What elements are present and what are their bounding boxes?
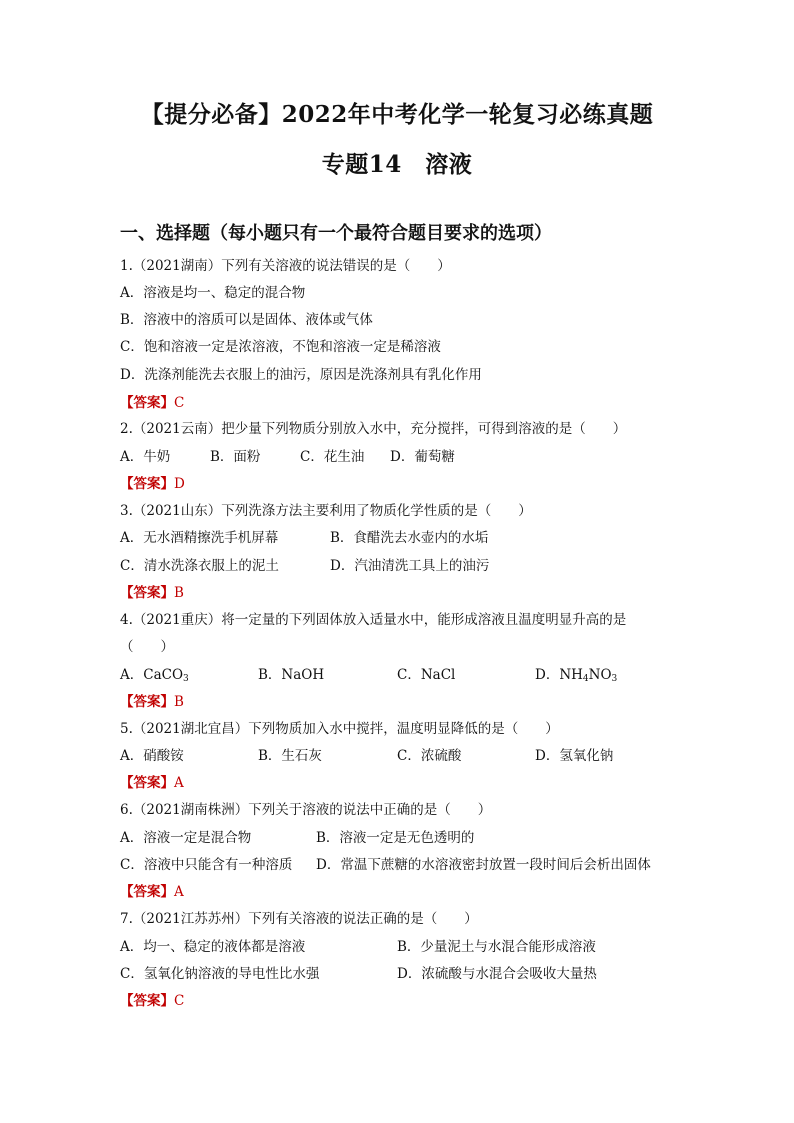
question-option (120, 666, 189, 688)
question-stem: 5.（2021湖北宜昌）下列物质加入水中搅拌，温度明显降低的是（ ） (120, 721, 559, 737)
question-option: D．洗涤剂能洗去衣服上的油污，原因是洗涤剂具有乳化作用 (120, 367, 482, 383)
question-stem-continued: （ ） (120, 639, 174, 655)
answer-line (120, 394, 184, 412)
question-option: D．汽油清洗工具上的油污 (330, 558, 490, 574)
answer-label: 【答案】 (120, 884, 174, 900)
answer-value: B (174, 585, 184, 601)
answer-line (120, 774, 184, 792)
question-option: B．溶液一定是无色透明的 (316, 830, 475, 846)
question-option: B．少量泥土与水混合能形成溶液 (397, 939, 596, 955)
question-option: C．氢氧化钠溶液的导电性比水强 (120, 966, 320, 982)
question-option: B．面粉 (210, 449, 261, 465)
question-option: D．氢氧化钠 (535, 748, 614, 764)
question-option: C．溶液中只能含有一种溶质 (120, 857, 293, 873)
answer-label: 【答案】 (120, 993, 174, 1009)
answer-line (120, 992, 184, 1010)
question-option: A．牛奶 (120, 449, 171, 465)
answer-value: B (174, 694, 184, 710)
question-option: C．浓硫酸 (397, 748, 462, 764)
question-option: D．葡萄糖 (390, 449, 455, 465)
question-option: B．生石灰 (258, 748, 322, 764)
answer-line (120, 475, 185, 493)
question-option: A．溶液是均一、稳定的混合物 (120, 285, 306, 301)
subscript: 3 (183, 674, 189, 684)
answer-value: A (174, 775, 184, 791)
subscript: 3 (611, 674, 618, 684)
answer-value: D (174, 476, 185, 492)
answer-line (120, 693, 184, 711)
question-option: B．NaOH (258, 667, 325, 683)
option-text: A．CaCO (120, 667, 184, 683)
option-text: NO (588, 667, 612, 683)
question-option: A．无水酒精擦洗手机屏幕 (120, 530, 279, 546)
question-stem: 1.（2021湖南）下列有关溶液的说法错误的是（ ） (120, 258, 451, 274)
answer-label: 【答案】 (120, 476, 174, 492)
question-option: C．清水洗涤衣服上的泥土 (120, 558, 279, 574)
question-stem: 7.（2021江苏苏州）下列有关溶液的说法正确的是（ ） (120, 911, 478, 927)
answer-value: C (174, 993, 185, 1009)
question-stem: 3.（2021山东）下列洗涤方法主要利用了物质化学性质的是（ ） (120, 503, 532, 519)
question-option: C．饱和溶液一定是浓溶液，不饱和溶液一定是稀溶液 (120, 339, 441, 355)
question-stem: 2.（2021云南）把少量下列物质分别放入水中，充分搅拌，可得到溶液的是（ ） (120, 421, 627, 437)
question-option: B．食醋洗去水壶内的水垢 (330, 530, 489, 546)
question-option: C．NaCl (397, 667, 456, 683)
answer-label: 【答案】 (120, 585, 174, 601)
answer-label: 【答案】 (120, 775, 174, 791)
document-title: 【提分必备】2022年中考化学一轮复习必练真题 (140, 101, 654, 128)
answer-line (120, 883, 184, 901)
option-text: D．NH (535, 667, 583, 683)
question-option: C．花生油 (300, 449, 365, 465)
question-option: A．硝酸铵 (120, 748, 184, 764)
answer-label: 【答案】 (120, 694, 174, 710)
question-option (535, 666, 617, 688)
answer-label: 【答案】 (120, 395, 174, 411)
question-option: B．溶液中的溶质可以是固体、液体或气体 (120, 312, 373, 328)
answer-line (120, 584, 184, 602)
question-stem: 6.（2021湖南株洲）下列关于溶液的说法中正确的是（ ） (120, 802, 492, 818)
answer-value: C (174, 395, 185, 411)
question-option: A．均一、稳定的液体都是溶液 (120, 939, 306, 955)
answer-value: A (174, 884, 184, 900)
question-option: A．溶液一定是混合物 (120, 830, 252, 846)
subscript: 4 (582, 674, 589, 684)
section-heading: 一、选择题（每小题只有一个最符合题目要求的选项） (120, 223, 552, 244)
question-stem: 4.（2021重庆）将一定量的下列固体放入适量水中，能形成溶液且温度明显升高的是 (120, 612, 627, 628)
document-subtitle: 专题14 溶液 (321, 151, 473, 178)
question-option: D．浓硫酸与水混合会吸收大量热 (397, 966, 597, 982)
question-option: D．常温下蔗糖的水溶液密封放置一段时间后会析出固体 (316, 857, 651, 873)
